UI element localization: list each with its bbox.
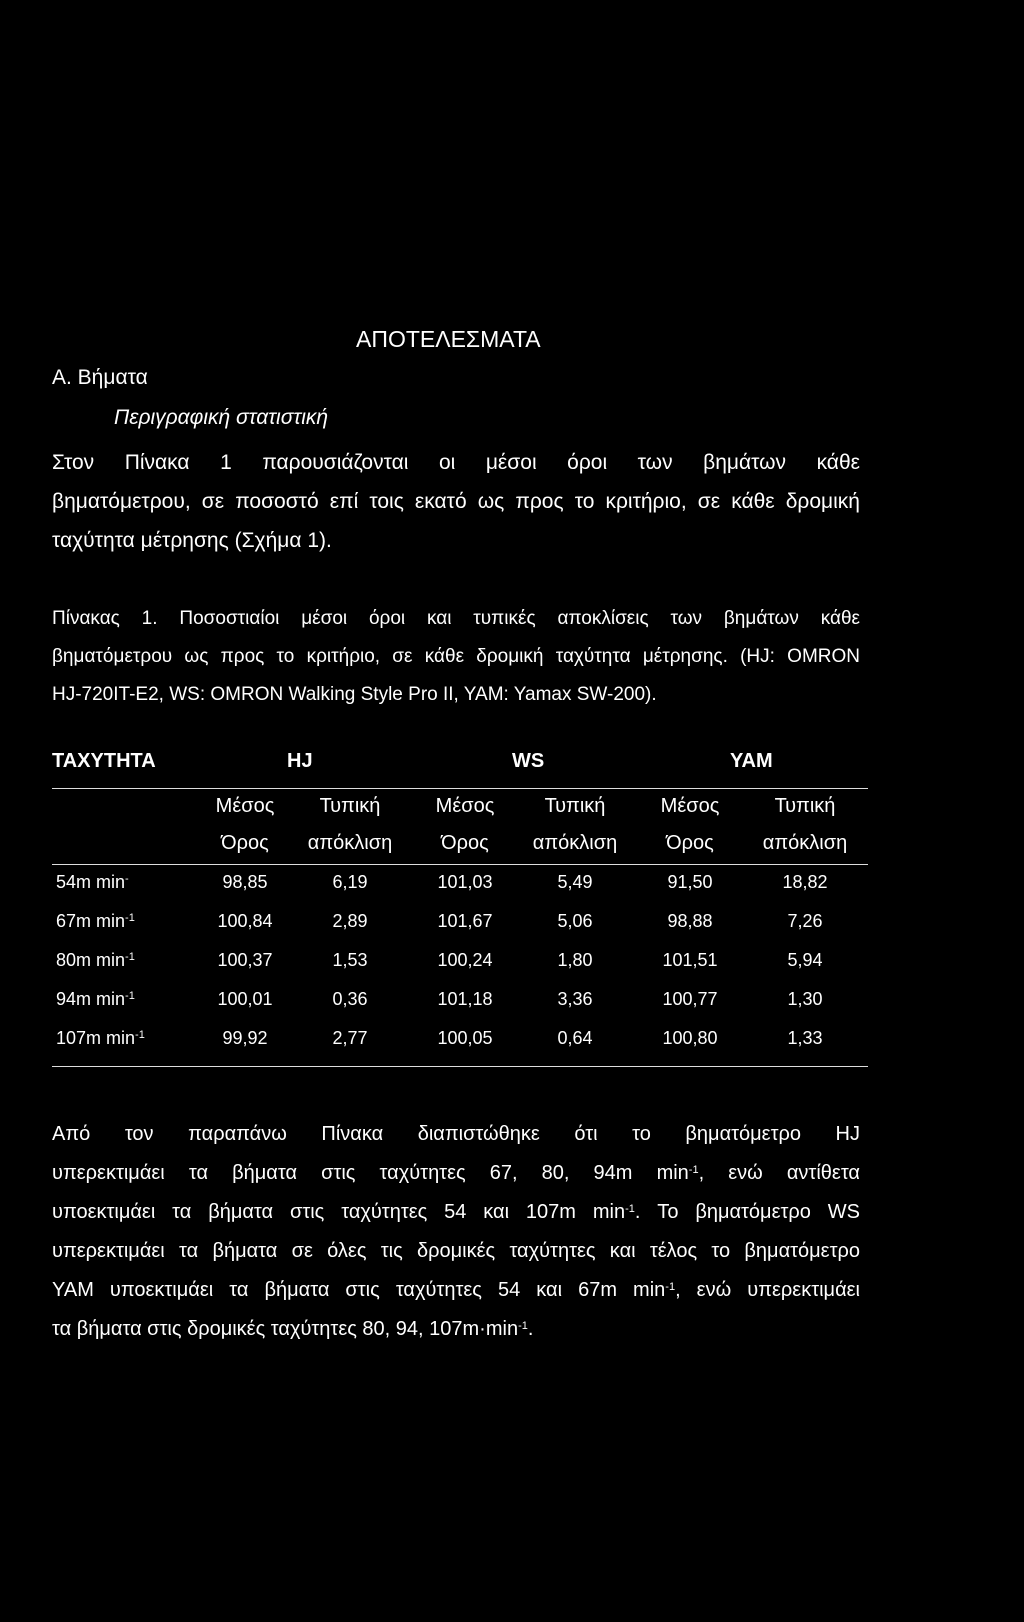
table-cell: 100,84 xyxy=(217,911,273,931)
subheader: Τυπική xyxy=(319,795,381,817)
table-rule-top xyxy=(52,788,868,789)
superscript: -1 xyxy=(625,1203,635,1215)
row-speed-label xyxy=(56,950,135,971)
table-rule-mid xyxy=(52,864,868,865)
conclusion-text: , ενώ αντίθετα xyxy=(698,1162,860,1184)
conclusion-line xyxy=(52,1193,860,1232)
page-heading: ΑΠΟΤΕΛΕΣΜΑΤΑ xyxy=(356,326,541,352)
table-cell: 1,30 xyxy=(787,989,823,1009)
table-cell: 1,33 xyxy=(787,1028,823,1048)
speed-text: 94m min xyxy=(56,989,126,1009)
subheader: Μέσος xyxy=(435,795,495,817)
table-cell: 100,80 xyxy=(662,1028,718,1048)
group-header-yam: YAM xyxy=(730,750,773,772)
subheader: Τυπική xyxy=(544,795,606,817)
row-speed-label xyxy=(56,911,135,932)
table-cell: 0,64 xyxy=(557,1028,593,1048)
table-cell: 101,67 xyxy=(437,911,493,931)
col-header-speed: ΤΑΧΥΤΗΤΑ xyxy=(52,750,156,772)
subheader: Τυπική xyxy=(774,795,836,817)
subheader: Όρος xyxy=(441,832,489,854)
conclusion-text: YAM υποεκτιμάει τα βήματα στις ταχύτητες 54 και 67m min xyxy=(52,1279,666,1301)
table-cell: 98,88 xyxy=(667,911,713,931)
table-cell: 6,19 xyxy=(332,872,368,892)
table-cell: 5,49 xyxy=(557,872,593,892)
table-caption xyxy=(52,600,860,714)
conclusion-line xyxy=(52,1310,860,1349)
row-speed-label xyxy=(56,989,135,1010)
table-cell: 100,24 xyxy=(437,950,493,970)
subheader: Μέσος xyxy=(215,795,275,817)
speed-text: 107m min xyxy=(56,1028,136,1048)
subheader: απόκλιση xyxy=(532,832,618,854)
table-cell: 91,50 xyxy=(667,872,713,892)
superscript: -1 xyxy=(125,990,135,1002)
conclusion-text: υποεκτιμάει τα βήματα στις ταχύτητες 54 και 107m min xyxy=(52,1201,626,1223)
subheader: απόκλιση xyxy=(762,832,848,854)
superscript: -1 xyxy=(665,1281,676,1293)
conclusion-text: , ενώ υπερεκτιμάει xyxy=(675,1279,860,1301)
superscript: -1 xyxy=(125,951,135,963)
table-cell: 100,37 xyxy=(217,950,273,970)
caption-text: Ποσοστιαίοι μέσοι όροι και τυπικές αποκλίσεις των βημάτων κάθε xyxy=(179,608,860,629)
table-cell: 7,26 xyxy=(787,911,823,931)
conclusion-text: . xyxy=(527,1318,534,1340)
conclusion-line: υπερεκτιμάει τα βήματα σε όλες τις δρομικές ταχύτητες και τέλος το βηματόμετρο xyxy=(52,1240,860,1262)
superscript: -1 xyxy=(518,1320,528,1332)
table-cell: 0,36 xyxy=(332,989,368,1009)
table-cell: 101,03 xyxy=(437,872,493,892)
table-cell: 100,01 xyxy=(217,989,273,1009)
superscript: -1 xyxy=(125,912,135,924)
table-cell: 101,51 xyxy=(662,950,718,970)
table-rule-bottom xyxy=(52,1066,868,1067)
subheader: Μέσος xyxy=(660,795,720,817)
conclusion-text: υπερεκτιμάει τα βήματα στις ταχύτητες 67, 80, 94m min xyxy=(52,1162,689,1184)
caption-label: Πίνακας 1. xyxy=(52,608,158,629)
subheader: απόκλιση xyxy=(307,832,393,854)
intro-line: ταχύτητα μέτρησης (Σχήμα 1). xyxy=(52,529,332,552)
group-header-ws: WS xyxy=(512,750,545,772)
conclusion-paragraph xyxy=(52,1115,860,1349)
superscript: -1 xyxy=(135,1029,145,1041)
subsection-heading: Περιγραφική στατιστική xyxy=(114,406,329,429)
table-cell: 101,18 xyxy=(437,989,493,1009)
speed-text: 80m min xyxy=(56,950,126,970)
conclusion-line xyxy=(52,1271,860,1310)
subheader: Όρος xyxy=(221,832,269,854)
superscript: -1 xyxy=(688,1164,699,1176)
table-cell: 2,77 xyxy=(332,1028,368,1048)
conclusion-text: τα βήματα στις δρομικές ταχύτητες 80, 94, 107m·min xyxy=(52,1318,519,1340)
table-cell: 100,77 xyxy=(662,989,718,1009)
table-cell: 1,53 xyxy=(332,950,368,970)
subheader: Όρος xyxy=(666,832,714,854)
table-cell: 3,36 xyxy=(557,989,593,1009)
table-cell: 1,80 xyxy=(557,950,593,970)
conclusion-line xyxy=(52,1154,860,1193)
section-heading: Α. Βήματα xyxy=(52,366,148,389)
conclusion-line: Από τον παραπάνω Πίνακα διαπιστώθηκε ότι το βηματόμετρο HJ xyxy=(52,1123,860,1145)
caption-line: βηματόμετρου ως προς το κριτήριο, σε κάθε δρομική ταχύτητα μέτρησης. (HJ: OMRON xyxy=(52,646,860,667)
table-cell: 98,85 xyxy=(222,872,268,892)
superscript: - xyxy=(125,873,129,885)
speed-text: 67m min xyxy=(56,911,126,931)
caption-line: HJ-720IT-E2, WS: OMRON Walking Style Pro II, YAM: Yamax SW-200). xyxy=(52,684,657,705)
intro-line: Στον Πίνακα 1 παρουσιάζονται οι μέσοι όροι των βημάτων κάθε xyxy=(52,451,860,474)
table-cell: 99,92 xyxy=(222,1028,268,1048)
row-speed-label xyxy=(56,872,129,893)
table-cell: 100,05 xyxy=(437,1028,493,1048)
conclusion-text: . Το βηματόμετρο WS xyxy=(634,1201,860,1223)
intro-paragraph xyxy=(52,443,860,560)
intro-line: βηματόμετρου, σε ποσοστό επί τοις εκατό ως προς το κριτήριο, σε κάθε δρομική xyxy=(52,490,860,513)
table-cell: 5,94 xyxy=(787,950,823,970)
table-cell: 18,82 xyxy=(782,872,828,892)
speed-text: 54m min xyxy=(56,872,126,892)
group-header-hj: HJ xyxy=(287,750,313,772)
row-speed-label xyxy=(56,1028,145,1049)
table-cell: 5,06 xyxy=(557,911,593,931)
table-cell: 2,89 xyxy=(332,911,368,931)
caption-line xyxy=(52,600,860,638)
